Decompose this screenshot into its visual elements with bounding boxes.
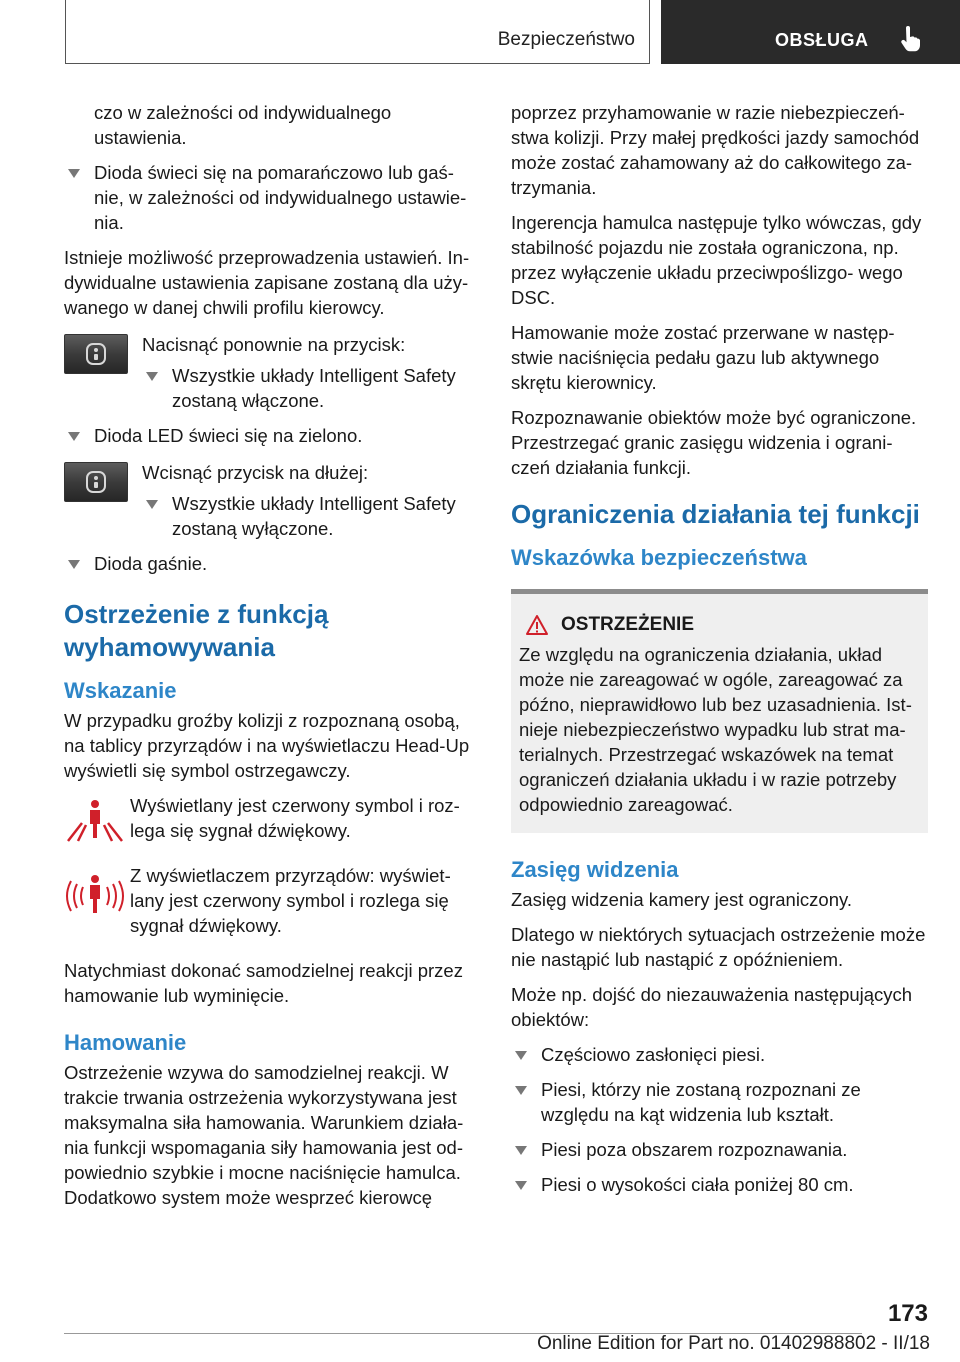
pointing-hand-icon xyxy=(895,24,925,54)
bullet-item: Piesi, którzy nie zostaną rozpoznani ze względu na kąt widzenia lub kształt. xyxy=(511,1077,928,1127)
warning-triangle-icon xyxy=(525,614,549,636)
subsection-heading: Wskazówka bezpieczeństwa xyxy=(511,545,807,570)
pedestrian-sound-warning-icon xyxy=(64,863,126,923)
paragraph: Hamowanie może zostać przerwane w następ- stwie naciśnięcia pedału gazu lub aktywnego skrętu kierownicy. xyxy=(511,322,895,393)
section-heading: Ostrzeżenie z funkcją wyhamowywania xyxy=(64,599,329,662)
page-number: 173 xyxy=(887,1300,928,1327)
paragraph: czo w zależności od indywidualnego ustawienia. xyxy=(94,102,392,148)
subsection-heading: Hamowanie xyxy=(64,1030,187,1055)
header-section-label: Bezpieczeństwo xyxy=(497,29,635,50)
bullet-item: Wszystkie układy Intelligent Safety zostaną wyłączone. xyxy=(142,491,478,541)
subsection-heading: Zasięg widzenia xyxy=(511,857,679,882)
right-column xyxy=(511,100,928,1207)
warning-title: OSTRZEŻENIE xyxy=(561,614,695,635)
button-instruction-on xyxy=(64,332,478,423)
bullet-item: Dioda LED świeci się na zielono. xyxy=(64,423,478,448)
header-section-tab xyxy=(65,0,650,64)
bullet-item: Piesi poza obszarem rozpoznawania. xyxy=(511,1137,928,1162)
paragraph: poprzez przyhamowanie w razie niebezpieczeń- stwa kolizji. Przy małej prędkości jazdy samochód może zostać zahamowany aż do całkowitego za- trzymania. xyxy=(511,102,920,198)
warning-title-row xyxy=(519,614,920,636)
paragraph: Może np. dojść do niezauważenia następujących obiektów: xyxy=(511,984,913,1030)
bullet-item: Dioda gaśnie. xyxy=(64,551,478,576)
instruction-text: Nacisnąć ponownie na przycisk: xyxy=(142,334,406,355)
subsection-heading: Wskazanie xyxy=(64,678,177,703)
paragraph: Rozpoznawanie obiektów może być ograniczone. Przestrzegać granic zasięgu widzenia i ograni- czeń działania funkcji. xyxy=(511,407,917,478)
paragraph: Ostrzeżenie wzywa do samodzielnej reakcji. W trakcie trwania ostrzeżenia wykorzystywana jest maksymalna siła hamowania. Warunkiem działa- nia funkcji wspomagania siły hamowania jest od- powiednio szybkie i mocne naciśnięcie hamulca. Dodatkowo system może wesprzeć kierowcę xyxy=(64,1062,464,1208)
intelligent-safety-button-icon xyxy=(64,462,128,502)
paragraph: Istnieje możliwość przeprowadzenia ustawień. In- dywidualne ustawienia zapisane zostaną dla uży- wanego w danej chwili profilu kierowcy. xyxy=(64,247,470,318)
paragraph: Zasięg widzenia kamery jest ograniczony. xyxy=(511,889,853,910)
paragraph: Dlatego w niektórych sytuacjach ostrzeżenie może nie nastąpić lub nastąpić z opóźnieniem. xyxy=(511,924,926,970)
button-instruction-off xyxy=(64,460,478,551)
paragraph: Ingerencja hamulca następuje tylko wówczas, gdy stabilność pojazdu nie została ograniczona, np. przez wyłączenie układu przeciwpoślizgo- wego DSC. xyxy=(511,212,922,308)
warning-box xyxy=(511,589,928,833)
page-header xyxy=(0,0,960,66)
symbol-description: Z wyświetlaczem przyrządów: wyświet- lany jest czerwony symbol i rozlega się sygnał dźwiękowy. xyxy=(130,865,451,936)
bullet-item: Dioda świeci się na pomarańczowo lub gaś- nie, w zależności od indywidualnego ustawie- nia. xyxy=(64,160,478,235)
intelligent-safety-button-icon xyxy=(64,334,128,374)
pedestrian-warning-icon xyxy=(64,793,126,853)
header-chapter-label: OBSŁUGA xyxy=(775,30,869,50)
bullet-item: Piesi o wysokości ciała poniżej 80 cm. xyxy=(511,1172,928,1197)
paragraph: W przypadku groźby kolizji z rozpoznaną osobą, na tablicy przyrządów i na wyświetlaczu Head-Up wyświetli się symbol ostrzegawczy. xyxy=(64,710,470,781)
section-heading: Ograniczenia działania tej funkcji xyxy=(511,499,920,529)
symbol-description: Wyświetlany jest czerwony symbol i roz- lega się sygnał dźwiękowy. xyxy=(130,795,460,841)
bullet-item: Częściowo zasłonięci piesi. xyxy=(511,1042,928,1067)
left-column xyxy=(64,100,478,1220)
bullet-item: Wszystkie układy Intelligent Safety zostaną włączone. xyxy=(142,363,478,413)
footer-edition: Online Edition for Part no. 01402988802 - II/18 xyxy=(537,1333,930,1354)
symbol-row-pedestrian xyxy=(64,793,478,853)
warning-text: Ze względu na ograniczenia działania, układ może nie zareagować w ogóle, zareagować za późno, nieprawidłowo lub bez uzasadnienia. Ist- nieje niebezpieczeństwo wypadku lub strat ma- terialnych. Przestrzegać wskazówek na temat ograniczeń działania układu i w razie potrzeby odpowiednio zareagować. xyxy=(519,644,912,815)
instruction-text: Wcisnąć przycisk na dłużej: xyxy=(142,462,369,483)
symbol-row-pedestrian-sound xyxy=(64,863,478,948)
header-chapter-tab xyxy=(661,0,960,64)
paragraph: Natychmiast dokonać samodzielnej reakcji przez hamowanie lub wyminięcie. xyxy=(64,960,463,1006)
